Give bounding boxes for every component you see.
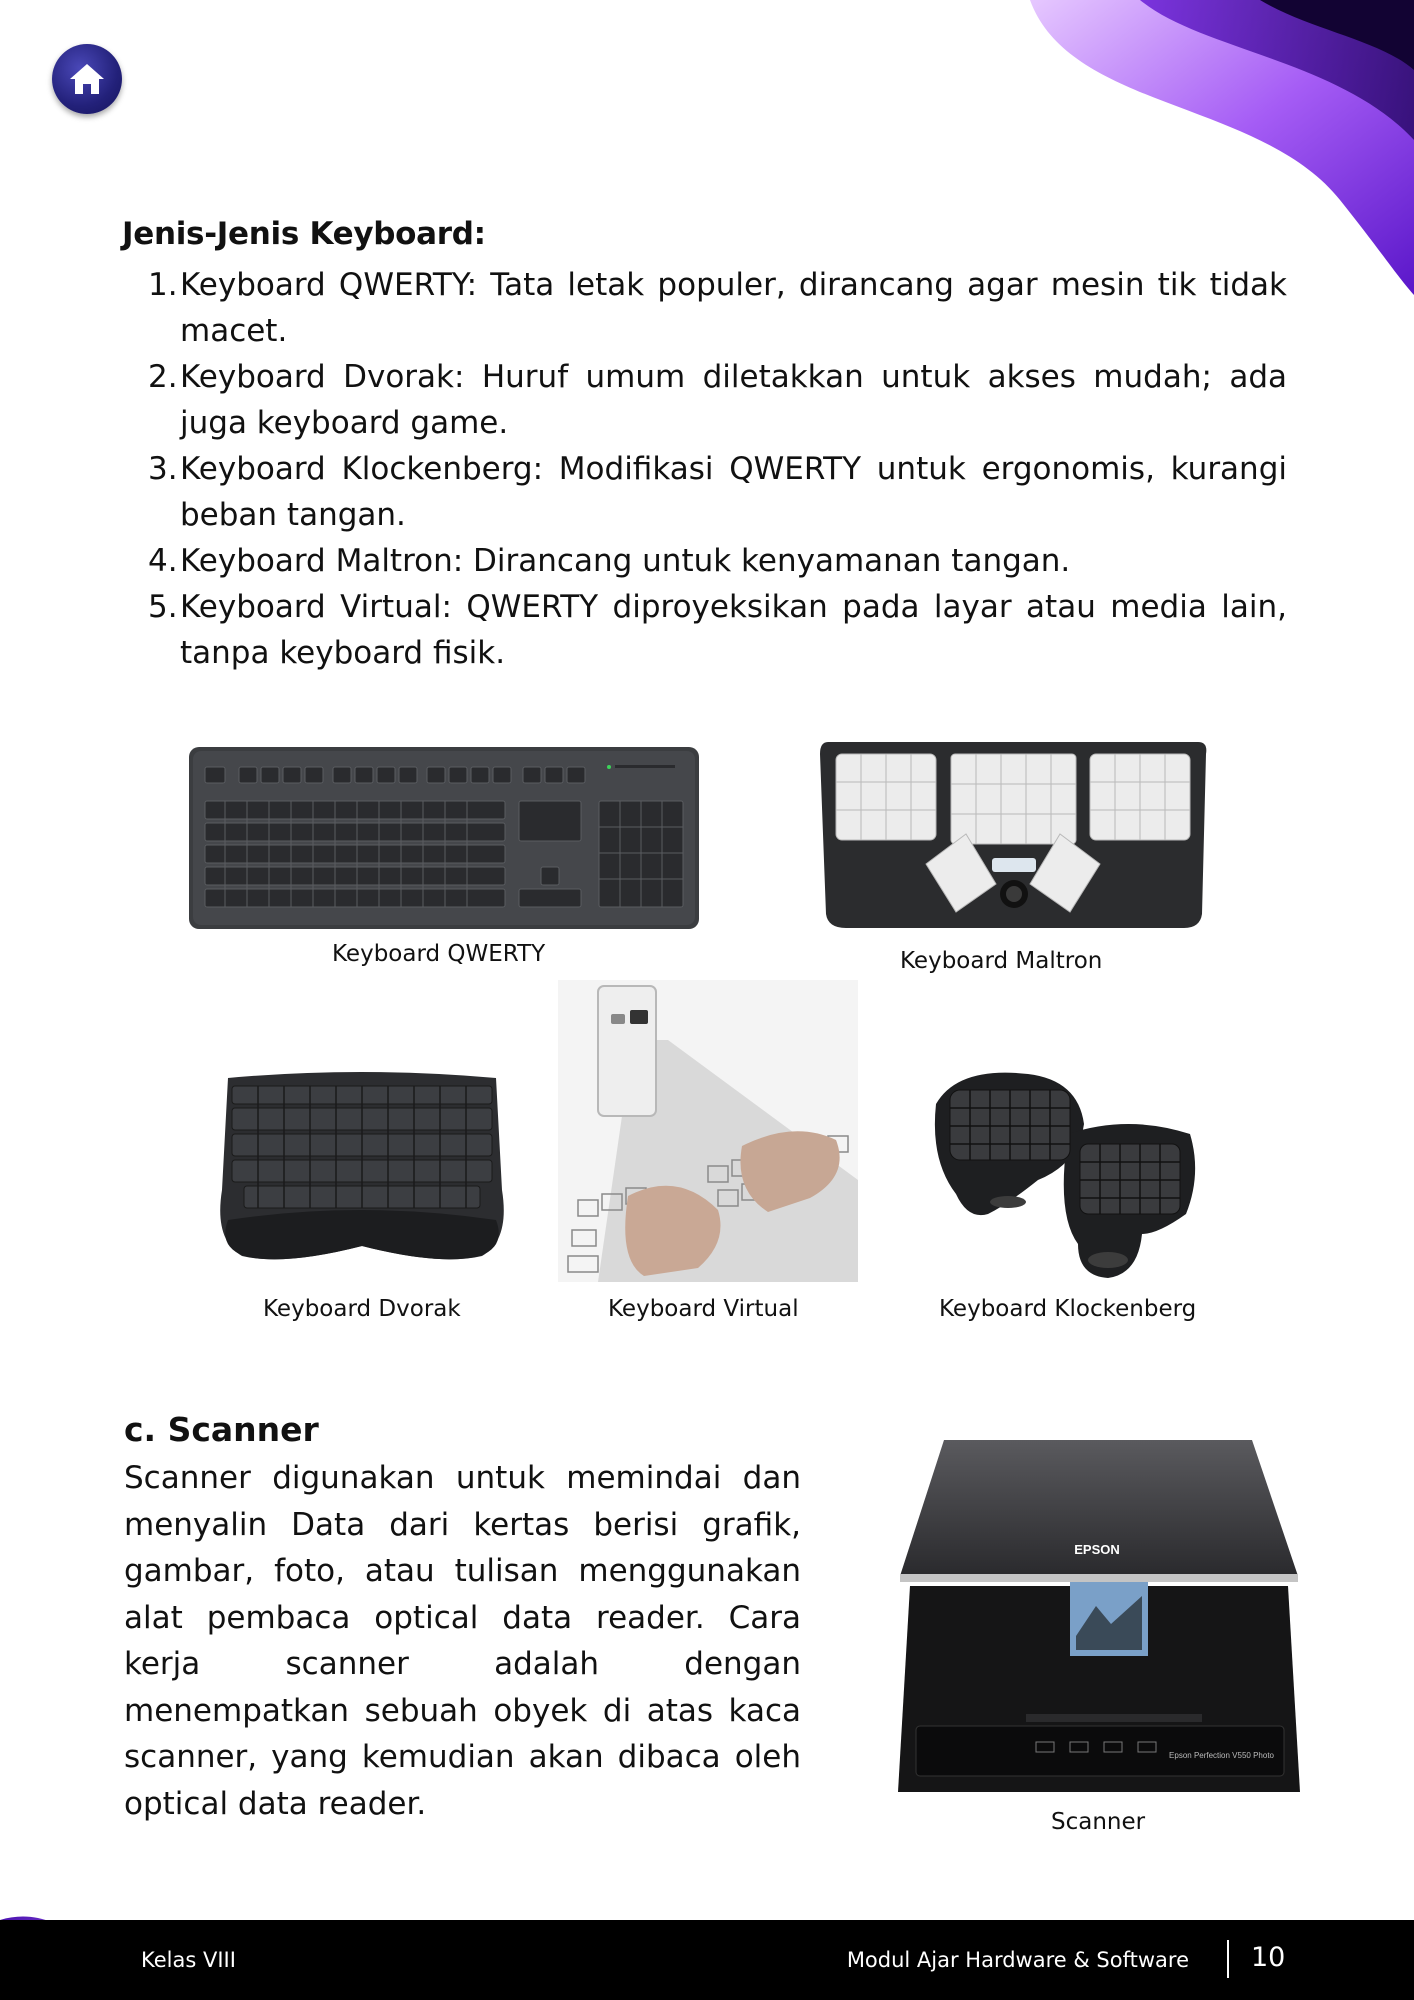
list-item: 1. Keyboard QWERTY: Tata letak populer, dirancang agar mesin tik tidak macet. [148, 267, 1287, 349]
qwerty-keyboard-image [189, 747, 699, 929]
scanner-model-label: Epson Perfection V550 Photo [1169, 1751, 1274, 1760]
caption-scanner: Scanner [1051, 1809, 1146, 1835]
home-icon [68, 62, 106, 96]
list-item: 5. Keyboard Virtual: QWERTY diproyeksikan pada layar atau media lain, tanpa keyboard fisik. [148, 589, 1287, 671]
keyboard-types-heading: Jenis-Jenis Keyboard: [122, 216, 486, 252]
caption-klockenberg: Keyboard Klockenberg [939, 1296, 1197, 1322]
home-button[interactable] [52, 44, 122, 114]
maltron-keyboard-image [816, 734, 1210, 934]
page-footer [0, 1920, 1414, 2000]
dvorak-keyboard-image [210, 1070, 514, 1270]
page-number: 10 [1251, 1942, 1286, 1973]
list-item: 3. Keyboard Klockenberg: Modifikasi QWERTY untuk ergonomis, kurangi beban tangan. [148, 451, 1287, 533]
caption-maltron: Keyboard Maltron [900, 948, 1103, 974]
footer-module-title: Modul Ajar Hardware & Software [846, 1948, 1189, 1972]
keyboard-types-list [142, 262, 1287, 676]
virtual-keyboard-image [558, 980, 858, 1282]
footer-divider [1227, 1940, 1229, 1978]
scanner-section-title: c. Scanner [124, 1410, 319, 1449]
caption-virtual: Keyboard Virtual [608, 1296, 799, 1322]
caption-qwerty: Keyboard QWERTY [332, 941, 546, 967]
list-item: 4. Keyboard Maltron: Dirancang untuk kenyamanan tangan. [148, 543, 1071, 579]
list-item: 2. Keyboard Dvorak: Huruf umum diletakkan untuk akses mudah; ada juga keyboard game. [148, 359, 1287, 441]
scanner-image [896, 1436, 1300, 1800]
klockenberg-keyboard-image [928, 1064, 1204, 1282]
caption-dvorak: Keyboard Dvorak [263, 1296, 461, 1322]
footer-class-label: Kelas VIII [141, 1948, 236, 1972]
scanner-section-body: Scanner digunakan untuk memindai dan menyalin Data dari kertas berisi grafik, gambar, foto, atau tulisan menggunakan alat pembaca optical data reader. Cara kerja scanner adalah dengan menempatkan sebuah obyek di atas kaca scanner, yang kemudian akan dibaca oleh optical data reader. [124, 1460, 801, 1822]
scanner-brand-label: EPSON [1074, 1542, 1120, 1557]
decorative-swoosh-top [1010, 0, 1414, 300]
